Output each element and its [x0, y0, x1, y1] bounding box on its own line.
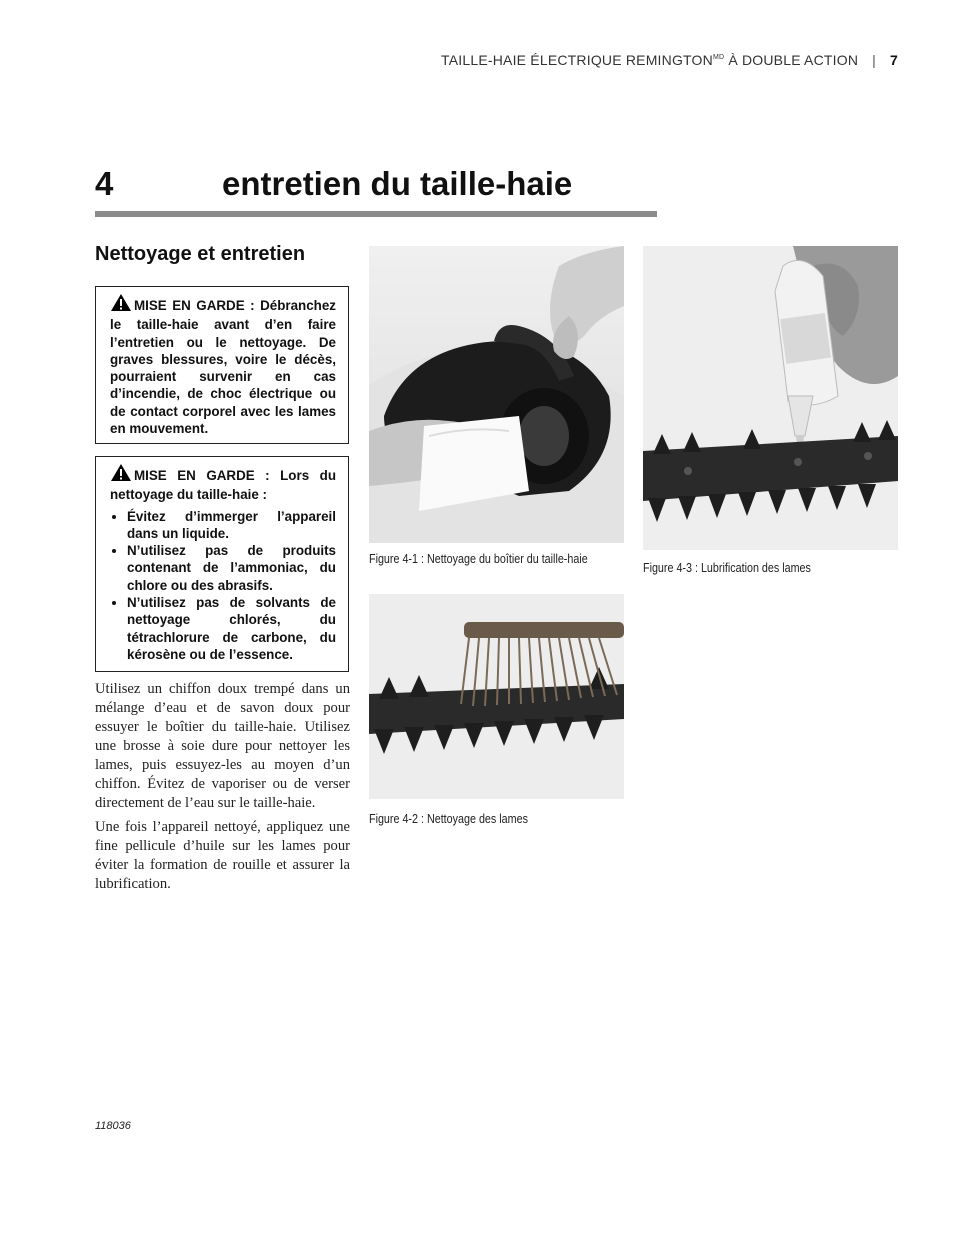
chapter-title: entretien du taille-haie [222, 165, 573, 202]
list-item: • Évitez d’immerger l’appareil dans un liquide. [127, 508, 336, 543]
warning-text: MISE EN GARDE : Lors du nettoyage du taille-haie : [110, 468, 336, 503]
figure-4-1-photo [369, 246, 624, 543]
warning-triangle-icon [110, 293, 132, 316]
figure-4-2-photo [369, 594, 624, 799]
warning-box-cleaning [95, 456, 349, 672]
body-paragraph-2: Une fois l’appareil nettoyé, appliquez une fine pellicule d’huile sur les lames pour éviter la formation de rouille et assurer la lubrification. [95, 819, 350, 892]
figure-4-2-caption: Figure 4-2 : Nettoyage des lames [369, 812, 528, 826]
chapter-heading [95, 165, 572, 203]
warning-box-unplug [95, 286, 349, 444]
figure-4-3-caption: Figure 4-3 : Lubrification des lames [643, 561, 811, 575]
figure-4-3-photo [643, 246, 898, 550]
warning-triangle-icon [110, 463, 132, 486]
body-paragraph-1: Utilisez un chiffon doux trempé dans un mélange d’eau et de savon doux pour essuyer le boîtier du taille-haie. Utilisez une brosse à soie dure pour nettoyer les lames, puis essuyez-les au moyen d’un chiffon. Évitez de vaporiser ou de verser directement de l’eau sur le taille-haie. [95, 681, 350, 811]
chapter-number: 4 [95, 165, 114, 202]
page-number: 7 [890, 52, 898, 68]
running-header [441, 52, 898, 68]
warning-list [110, 508, 336, 664]
header-separator: | [872, 52, 876, 68]
document-number: 118036 [95, 1120, 131, 1132]
chapter-rule [95, 211, 657, 217]
list-item: • N’utilisez pas de solvants de nettoyage chlorés, du tétrachlorure de carbone, du kérosène ou de l’essence. [127, 594, 336, 663]
section-title: Nettoyage et entretien [95, 243, 306, 265]
figure-4-1-caption: Figure 4-1 : Nettoyage du boîtier du taille-haie [369, 552, 588, 566]
warning-text: MISE EN GARDE : Débranchez le taille-haie avant d’en faire l’entretien ou le nettoyage. De graves blessures, voire le décès, pourraient survenir en cas d’incendie, de choc électrique ou de contact corporel avec les lames en mouvement. [110, 298, 336, 437]
list-item: • N’utilisez pas de produits contenant de l’ammoniac, du chlore ou des abrasifs. [127, 542, 336, 594]
header-title: TAILLE-HAIE ÉLECTRIQUE $REMINGTON^{MD}$ À DOUBLE ACTION [441, 52, 859, 68]
